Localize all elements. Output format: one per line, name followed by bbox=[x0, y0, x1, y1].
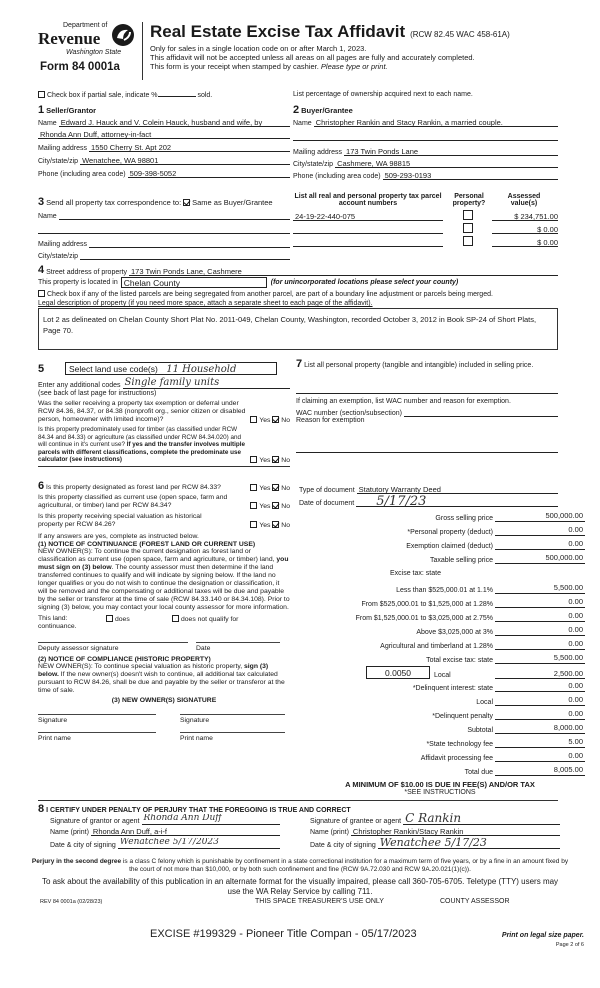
print-legal-note: Print on legal size paper. bbox=[501, 932, 584, 939]
corr-mailing-field[interactable] bbox=[89, 239, 290, 248]
tech-fee-value[interactable]: 5.00 bbox=[495, 737, 585, 748]
land-use-select-label: Select land use code(s) bbox=[69, 364, 158, 374]
land-use-select[interactable] bbox=[65, 362, 277, 375]
owner-signature-line-1[interactable] bbox=[38, 714, 156, 724]
if-yes-note: If any answers are yes, complete as instructed below. bbox=[38, 533, 199, 540]
perjury-bold: Perjury in the second degree bbox=[31, 858, 122, 865]
gross-price-value[interactable]: 500,000.00 bbox=[495, 511, 585, 522]
current-use-question: Is this property classified as current use (open space, farm and agricultural, or timber) land per RCW 84.34? bbox=[38, 494, 228, 509]
historical-question: Is this property receiving special valuation as historical property per RCW 84.26? bbox=[38, 513, 202, 528]
reason-field[interactable] bbox=[296, 452, 558, 453]
section-2-number: 2 bbox=[293, 104, 300, 116]
assessed-col-header: Assessed value(s) bbox=[507, 193, 541, 207]
processing-fee-label: Affidavit processing fee bbox=[420, 755, 493, 762]
grantee-signature-block bbox=[310, 811, 560, 849]
revenue-label: Revenue bbox=[38, 29, 101, 48]
tech-fee-label: *State technology fee bbox=[426, 741, 493, 748]
parcel-row bbox=[293, 221, 558, 234]
partial-sale-label: Check box if partial sale, indicate % bbox=[47, 92, 158, 99]
does-checkbox[interactable] bbox=[106, 615, 113, 622]
forest-yes-checkbox[interactable] bbox=[250, 484, 257, 491]
tax-row bbox=[295, 639, 595, 650]
notice-compliance-text-a: NEW OWNER(S): To continue special valuation as historic property, bbox=[38, 663, 243, 670]
deputy-date-label: Date bbox=[196, 645, 211, 652]
no-label: No bbox=[281, 503, 290, 510]
corr-name-field[interactable] bbox=[59, 211, 290, 220]
corr-city-label: City/state/zip bbox=[38, 253, 79, 260]
local-value[interactable]: 2,500.00 bbox=[495, 669, 585, 679]
tax-row bbox=[295, 539, 595, 550]
exemption-no-checkbox[interactable] bbox=[272, 416, 279, 423]
see-instructions-note: *SEE INSTRUCTIONS bbox=[404, 789, 476, 796]
delinquent-penalty-label: *Delinquent penalty bbox=[432, 713, 493, 720]
grantee-date-label: Date & city of signing bbox=[310, 842, 376, 849]
delinquent-interest-local-label: Local bbox=[476, 699, 493, 706]
deputy-date-line[interactable] bbox=[196, 642, 280, 652]
doc-type-field[interactable]: Statutory Warranty Deed bbox=[357, 485, 558, 494]
seller-mailing-field[interactable]: 1550 Cherry St. Apt 202 bbox=[89, 143, 290, 152]
personal-property-section bbox=[296, 360, 558, 453]
buyer-mailing-label: Mailing address bbox=[293, 149, 343, 156]
total-due-value[interactable]: 8,005.00 bbox=[495, 765, 585, 776]
deputy-signature-line[interactable] bbox=[38, 642, 188, 652]
owner-print-name-line-1[interactable] bbox=[38, 732, 156, 742]
buyer-title: Buyer/Grantee bbox=[301, 106, 353, 115]
seller-name-label: Name bbox=[38, 120, 57, 127]
notice-continuance-bold: you must sign on (3) below bbox=[38, 556, 289, 571]
notice-continuance-text-b: . The county assessor must then determine if the land transferred continues to qualify and will indicate by signing below. If the land no longer qualifies or you do not wish to continue the designation or classification, it will be removed and the compensating or additional taxes will be due and payable by the seller or transferor at the time of sale (RCW 84.33.140 or 84.34.108). Prior to signing (3) below, you may contact your local county assessor for more information. bbox=[38, 564, 290, 611]
ownership-note: List percentage of ownership acquired next to each name. bbox=[293, 91, 473, 98]
partial-sale-sold-label: sold. bbox=[197, 92, 213, 99]
yes-label: Yes bbox=[259, 456, 271, 464]
buyer-phone-field[interactable]: 509-293-0193 bbox=[383, 171, 558, 180]
exemption-claim-label: If claiming an exemption, list WAC number and reason for exemption. bbox=[296, 397, 511, 405]
deputy-signature-label: Deputy assessor signature bbox=[38, 645, 119, 652]
notice-compliance-title: (2) NOTICE OF COMPLIANCE (HISTORIC PROPERTY) bbox=[38, 656, 211, 663]
treasurer-use-label: THIS SPACE TREASURER'S USE ONLY bbox=[255, 898, 384, 905]
title-reference: (RCW 82.45 WAC 458-61A) bbox=[410, 30, 510, 39]
property-section bbox=[38, 264, 558, 350]
personal-deduct-label: *Personal property (deduct) bbox=[407, 529, 493, 536]
buyer-name-field-2[interactable] bbox=[293, 132, 558, 141]
seller-name-field-2[interactable]: Rhonda Ann Duff, attorney-in-fact bbox=[38, 130, 290, 139]
tax-row bbox=[295, 525, 595, 536]
yes-label: Yes bbox=[259, 522, 271, 529]
parcel-row bbox=[293, 209, 558, 221]
notice-continuance-title: (1) NOTICE OF CONTINUANCE (FOREST LAND OR CURRENT USE) bbox=[38, 541, 256, 548]
bracket-1-label: Less than $525,000.01 at 1.1% bbox=[396, 587, 493, 594]
no-label: No bbox=[281, 456, 290, 464]
personal-property-checkbox[interactable] bbox=[463, 223, 473, 233]
legal-desc-label: Legal description of property (if you need more space, attach a separate sheet to each page of the affidavit). bbox=[38, 300, 373, 307]
corr-mailing-label: Mailing address bbox=[38, 241, 88, 248]
buyer-phone-label: Phone (including area code) bbox=[293, 173, 381, 180]
total-due-label: Total due bbox=[464, 769, 493, 776]
no-label: No bbox=[281, 417, 290, 424]
seller-city-field[interactable]: Wenatchee, WA 98801 bbox=[80, 156, 290, 165]
seller-city-label: City/state/zip bbox=[38, 158, 79, 165]
parcel-col-header: List all real and personal property tax parcel account numbers bbox=[294, 193, 442, 207]
grantee-name-field[interactable]: Christopher Rankin/Stacy Rankin bbox=[351, 827, 560, 836]
yes-label: Yes bbox=[259, 503, 271, 510]
grantee-date-field[interactable]: Wenatchee 5/17/23 bbox=[378, 838, 560, 849]
certify-divider bbox=[38, 800, 558, 801]
perjury-notice bbox=[30, 858, 570, 874]
doc-date-label: Date of document bbox=[299, 500, 355, 507]
historical-yes-checkbox[interactable] bbox=[250, 521, 257, 528]
does-not-checkbox[interactable] bbox=[172, 615, 179, 622]
buyer-mailing-field[interactable]: 173 Twin Ponds Lane bbox=[344, 147, 558, 156]
print-name-label: Print name bbox=[180, 735, 213, 742]
seller-phone-label: Phone (including area code) bbox=[38, 171, 126, 178]
timber-no-checkbox[interactable] bbox=[272, 456, 279, 463]
forest-question: Is this property designated as forest land per RCW 84.33? bbox=[46, 484, 221, 491]
section-7-number: 7 bbox=[296, 358, 303, 370]
same-as-buyer-label: Same as Buyer/Grantee bbox=[192, 198, 273, 207]
correspondence-label: Send all property tax correspondence to: bbox=[46, 198, 182, 207]
dor-logo bbox=[38, 22, 138, 82]
no-label: No bbox=[281, 485, 290, 492]
historical-no-checkbox[interactable] bbox=[272, 521, 279, 528]
personal-property-checkbox[interactable] bbox=[463, 236, 473, 246]
tax-row bbox=[295, 583, 595, 594]
tax-row bbox=[295, 765, 595, 776]
tax-row bbox=[295, 723, 595, 734]
owner-print-name-line-2[interactable] bbox=[180, 732, 285, 742]
buyer-section bbox=[293, 104, 558, 180]
tax-row bbox=[295, 653, 595, 664]
grantor-signature-field[interactable]: Rhonda Ann Duff bbox=[142, 814, 280, 825]
agricultural-value[interactable]: 0.00 bbox=[495, 639, 585, 650]
county-assessor-label: COUNTY ASSESSOR bbox=[440, 898, 510, 905]
total-state-value[interactable]: 5,500.00 bbox=[495, 653, 585, 664]
assessed-value-field[interactable]: $ 0.00 bbox=[492, 238, 558, 247]
no-label: No bbox=[281, 522, 290, 529]
print-name-label: Print name bbox=[38, 735, 71, 742]
delinquent-interest-state-value[interactable]: 0.00 bbox=[495, 681, 585, 692]
excise-tax-header: Excise tax: state bbox=[390, 570, 441, 577]
additional-codes-field[interactable]: Single family units bbox=[123, 377, 291, 389]
forest-section bbox=[38, 480, 290, 742]
legal-description-field[interactable]: Lot 2 as delineated on Chelan County Short Plat No. 2011-049, Chelan County, Washington, recorded October 3, 2012 in Book SP-24 of Short Plats, Page 70. bbox=[38, 308, 558, 350]
bracket-4-label: Above $3,025,000 at 3% bbox=[416, 629, 493, 636]
tax-row bbox=[295, 709, 595, 720]
subtotal-value[interactable]: 8,000.00 bbox=[495, 723, 585, 734]
parcel-row bbox=[293, 234, 558, 247]
header-line-3-italic: Please type or print. bbox=[320, 62, 388, 71]
exemption-deduct-label: Exemption claimed (deduct) bbox=[406, 543, 493, 550]
section-1-number: 1 bbox=[38, 104, 45, 116]
processing-fee-value[interactable]: 0.00 bbox=[495, 751, 585, 762]
grantee-name-label: Name (print) bbox=[310, 829, 349, 836]
section-5-number: 5 bbox=[38, 362, 45, 375]
tax-row bbox=[295, 695, 595, 706]
segregated-checkbox[interactable] bbox=[38, 290, 45, 297]
doc-date-field[interactable]: 5/17/23 bbox=[356, 497, 558, 507]
subtotal-label: Subtotal bbox=[467, 727, 493, 734]
seller-phone-field[interactable]: 509-398-5052 bbox=[128, 169, 290, 178]
grantor-name-field[interactable]: Rhonda Ann Duff, a-i-f bbox=[91, 827, 280, 836]
corr-name-field-2[interactable] bbox=[38, 225, 290, 234]
notice-continuance-text-a: NEW OWNER(S): To continue the current designation as forest land or classification as current use (open space, farm and agriculture, or timber) land, bbox=[38, 548, 275, 563]
parcel-number-field[interactable]: 24-19-22-440-075 bbox=[293, 212, 443, 221]
partial-sale-checkbox[interactable] bbox=[38, 91, 45, 98]
section-3-number: 3 bbox=[38, 196, 45, 208]
document-info bbox=[299, 485, 558, 507]
continuance-label: continuance. bbox=[38, 623, 77, 630]
bracket-2-label: From $525,000.01 to $1,525,000 at 1.28% bbox=[361, 601, 493, 608]
seller-mailing-label: Mailing address bbox=[38, 145, 88, 152]
bracket-2-value[interactable]: 0.00 bbox=[495, 597, 585, 608]
reason-label: Reason for exemption bbox=[296, 416, 365, 424]
page-title: Real Estate Excise Tax Affidavit bbox=[150, 22, 406, 41]
exemption-yes-checkbox[interactable] bbox=[250, 416, 257, 423]
parcel-table bbox=[293, 193, 558, 247]
perjury-text: is a class C felony which is punishable by confinement in a state correctional institution for a maximum term of five years, or by a fine in an amount fixed by the court of not more than $10,000, or by both such confinement and fine (RCW 9A.72.030 and RCW 9A.20.021(1)(c)). bbox=[122, 858, 569, 873]
personal-property-checkbox[interactable] bbox=[463, 210, 473, 220]
notice-compliance-bold: sign (3) below. bbox=[38, 663, 269, 678]
parcel-number-field[interactable] bbox=[293, 225, 443, 234]
this-land-label: This land: bbox=[38, 615, 68, 622]
buyer-city-field[interactable]: Cashmere, WA 98815 bbox=[335, 159, 558, 168]
yes-label: Yes bbox=[259, 417, 271, 424]
tax-row bbox=[295, 611, 595, 622]
additional-codes-label: Enter any additional codes bbox=[38, 382, 121, 389]
grantee-sig-label: Signature of grantee or agent bbox=[310, 818, 402, 825]
seller-title: Seller/Grantor bbox=[46, 106, 97, 115]
partial-sale-row bbox=[38, 91, 212, 99]
dept-of-label: Department of bbox=[63, 22, 108, 29]
grantee-signature-field[interactable]: C Rankin bbox=[403, 814, 560, 825]
exemption-question: Was the seller receiving a property tax exemption or deferral under RCW 84.36, 84.37, or 84.38 (nonprofit org., senior citizen or disabled person, homeowner with limited income)? bbox=[38, 400, 246, 423]
segregated-label: Check box if any of the listed parcels are being segregated from another parcel, are part of a boundary line adjustment or parcels being merged. bbox=[47, 291, 493, 298]
local-tax-row bbox=[366, 666, 595, 679]
page-title-block bbox=[150, 22, 590, 71]
correspondence-section bbox=[38, 196, 290, 260]
tax-row bbox=[295, 625, 595, 636]
grantor-date-field[interactable]: Wenatchee 5/17/2023 bbox=[118, 838, 280, 849]
personal-deduct-value[interactable]: 0.00 bbox=[495, 525, 585, 536]
delinquent-penalty-value[interactable]: 0.00 bbox=[495, 709, 585, 720]
current-use-yes-checkbox[interactable] bbox=[250, 502, 257, 509]
bracket-1-value[interactable]: 5,500.00 bbox=[495, 583, 585, 594]
personal-property-label: List all personal property (tangible and intangible) included in selling price. bbox=[304, 362, 534, 369]
header-line-1: Only for sales in a single location code on or after March 1, 2023. bbox=[150, 44, 367, 53]
grantor-name-label: Name (print) bbox=[50, 829, 89, 836]
washington-state-label: Washington State bbox=[66, 49, 122, 56]
see-back-note: (see back of last page for instructions) bbox=[38, 390, 157, 397]
exemption-deduct-value[interactable]: 0.00 bbox=[495, 539, 585, 550]
county-select[interactable]: Chelan County bbox=[121, 277, 267, 288]
street-label: Street address of property bbox=[46, 269, 128, 276]
partial-sale-percent-field[interactable] bbox=[158, 96, 196, 97]
buyer-name-label: Name bbox=[293, 120, 312, 127]
header-divider bbox=[142, 22, 143, 80]
personal-property-field[interactable] bbox=[296, 393, 558, 394]
grantor-sig-label: Signature of grantor or agent bbox=[50, 818, 140, 825]
tax-row bbox=[295, 681, 595, 692]
certify-title: I CERTIFY UNDER PENALTY OF PERJURY THAT THE FOREGOING IS TRUE AND CORRECT bbox=[46, 807, 351, 814]
corr-name-label: Name bbox=[38, 213, 57, 220]
assessed-value-field[interactable]: $ 0.00 bbox=[492, 225, 558, 234]
parcel-number-field[interactable] bbox=[293, 238, 443, 247]
wac-label: WAC number (section/subsection) bbox=[296, 409, 402, 417]
land-use-section bbox=[38, 362, 290, 467]
personal-col-header: Personal property? bbox=[452, 193, 486, 207]
dor-swirl-icon bbox=[110, 23, 136, 47]
timber-yes-checkbox[interactable] bbox=[250, 456, 257, 463]
corr-city-field[interactable] bbox=[80, 251, 290, 260]
section-6-number: 6 bbox=[38, 480, 45, 492]
notice-compliance-text-b: If the new owner(s) doesn't wish to continue, all additional tax calculated pursuant to RCW 84.26, shall be due and payable by the seller or transferor at the time of sale. bbox=[38, 671, 285, 694]
page-number: Page 2 of 6 bbox=[555, 942, 584, 948]
timber-question-bold: If yes and the transfer involves multiple parcels with different classifications, complete the predominate use calculator (see instructions) bbox=[38, 441, 245, 463]
header-line-2: This affidavit will not be accepted unless all areas on all pages are fully and accurately completed. bbox=[150, 53, 475, 62]
owner-signature-line-2[interactable] bbox=[180, 714, 285, 724]
taxable-price-value[interactable]: 500,000.00 bbox=[495, 553, 585, 564]
tax-row bbox=[295, 597, 595, 608]
buyer-city-label: City/state/zip bbox=[293, 161, 334, 168]
seller-name-field-1[interactable]: Edward J. Hauck and V. Colein Hauck, husband and wife, by bbox=[59, 118, 290, 127]
form-number: Form 84 0001a bbox=[40, 61, 120, 73]
bracket-3-value[interactable]: 0.00 bbox=[495, 611, 585, 622]
assessed-value-field[interactable]: $ 234,751.00 bbox=[492, 212, 558, 221]
land-use-value: 11 Household bbox=[166, 364, 237, 375]
street-address-field[interactable]: 173 Twin Ponds Lane, Cashmere bbox=[129, 267, 558, 276]
accessibility-notice: To ask about the availability of this publication in an alternate format for the visually impaired, please call 360-705-6705. Teletype (TTY) users may use the WA Relay Service by calling 711. bbox=[41, 877, 559, 896]
grantor-signature-block bbox=[50, 814, 280, 849]
section-8-number: 8 bbox=[38, 803, 45, 815]
tax-row bbox=[295, 511, 595, 522]
does-label: does bbox=[115, 616, 130, 623]
total-state-label: Total excise tax: state bbox=[426, 657, 493, 664]
timber-question: Is this property predominately used for timber (as classified under RCW 84.34 and 84.33) or agriculture (as classified under RCW 84.34.020) and will continue in it's current use? bbox=[38, 426, 242, 448]
does-not-label: does not qualify for bbox=[181, 616, 239, 623]
tax-row bbox=[295, 737, 595, 748]
county-note: (for unincorporated locations please select your county) bbox=[270, 279, 459, 286]
buyer-name-field-1[interactable]: Christopher Rankin and Stacy Rankin, a married couple. bbox=[314, 118, 558, 127]
forest-no-checkbox[interactable] bbox=[272, 484, 279, 491]
bracket-4-value[interactable]: 0.00 bbox=[495, 625, 585, 636]
section-4-number: 4 bbox=[38, 264, 45, 276]
grantor-date-label: Date & city of signing bbox=[50, 842, 116, 849]
delinquent-interest-state-label: *Delinquent interest: state bbox=[412, 685, 493, 692]
tax-row bbox=[295, 751, 595, 762]
local-label: Local bbox=[434, 672, 451, 679]
yes-label: Yes bbox=[259, 485, 271, 492]
same-as-buyer-checkbox[interactable] bbox=[183, 199, 190, 206]
taxable-price-label: Taxable selling price bbox=[429, 557, 493, 564]
current-use-no-checkbox[interactable] bbox=[272, 502, 279, 509]
rev-number: REV 84 0001a (02/28/23) bbox=[40, 899, 103, 905]
delinquent-interest-local-value[interactable]: 0.00 bbox=[495, 695, 585, 706]
signature-label: Signature bbox=[38, 717, 68, 724]
new-owner-signature-title: (3) NEW OWNER(S) SIGNATURE bbox=[111, 697, 217, 704]
minimum-due-note: A MINIMUM OF $10.00 IS DUE IN FEE(S) AND/OR TAX bbox=[345, 780, 535, 789]
local-rate-field[interactable]: 0.0050 bbox=[366, 666, 430, 679]
wac-number-field[interactable] bbox=[404, 408, 558, 417]
seller-section bbox=[38, 104, 290, 178]
agricultural-label: Agricultural and timberland at 1.28% bbox=[380, 643, 493, 650]
header-line-3: This form is your receipt when stamped by cashier. bbox=[150, 62, 319, 71]
signature-label: Signature bbox=[180, 717, 210, 724]
excise-stamp: EXCISE #199329 - Pioneer Title Compan - 05/17/2023 bbox=[150, 928, 417, 940]
located-in-label: This property is located in bbox=[38, 279, 118, 286]
gross-price-label: Gross selling price bbox=[435, 515, 493, 522]
bracket-3-label: From $1,525,000.01 to $3,025,000 at 2.75% bbox=[355, 615, 493, 622]
doc-type-label: Type of document bbox=[299, 487, 355, 494]
tax-row bbox=[295, 553, 595, 564]
